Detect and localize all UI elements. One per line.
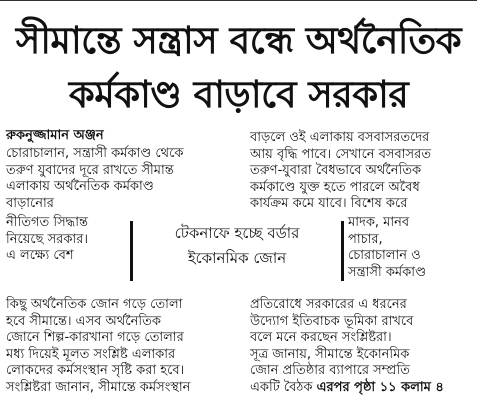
text-line: কর্মকাণ্ডে যুক্ত হতে পারলে অবৈধ: [250, 179, 420, 195]
column-1-top: [6, 146, 224, 212]
text-line: বলে মনে করছেন সংশ্লিষ্টরা।: [250, 330, 392, 346]
headline-line-2: কর্মকাণ্ড বাড়াবে সরকার: [68, 73, 409, 116]
text-line: এ লক্ষ্যে বেশ: [6, 248, 74, 264]
column-1-bottom: [6, 297, 224, 397]
text-line: তরুণ-যুবারা বৈধভাবে অর্থনৈতিক: [250, 163, 422, 179]
text-line: মধ্য দিয়েই মূলত সংশ্লিষ্ট এলাকার: [6, 346, 176, 362]
headline-line-1: সীমান্তে সন্ত্রাস বন্ধে অর্থনৈতিক: [15, 19, 462, 62]
column-1-narrow: [6, 215, 88, 265]
column-2-top: [250, 130, 472, 213]
pull-quote-line-2: ইকোনমিক জোন: [187, 249, 287, 267]
text-line: উদ্যোগ ইতিবাচক ভূমিকা রাখবে: [250, 313, 414, 329]
column-2-narrow: [348, 215, 426, 281]
text-line: জোনে শিল্প-কারখানা গড়ে তোলার: [6, 330, 184, 346]
text-line: এলাকায় অর্থনৈতিক কর্মকাণ্ড: [6, 179, 154, 195]
text-line: নিয়েছে সরকার।: [6, 231, 88, 247]
pull-quote-line-1: টেকনাফে হচ্ছে বর্ডার: [174, 224, 300, 242]
text-line: হবে সীমান্তে। এসব অর্থনৈতিক: [6, 313, 161, 329]
top-rule: [0, 0, 477, 5]
text-line: চোরাচালান ও: [348, 248, 421, 264]
text-line: মাদক, মানব: [348, 215, 410, 230]
text-line: লোকদের কর্মসংস্থান সৃষ্টি করা হবে।: [6, 363, 185, 379]
pull-quote: [130, 221, 344, 281]
text-line: নীতিগত সিদ্ধান্ত: [6, 215, 88, 230]
text-line: বাড়লে ওই এলাকায় বসবাসরতদের: [250, 130, 430, 145]
byline: রুকনুজ্জামান অঞ্জন: [6, 128, 104, 143]
text-line: তরুণ যুবাদের দূরে রাখতে সীমান্ত: [6, 162, 174, 178]
text-line: বাড়ানোর: [6, 195, 54, 211]
last-line-text: একটি বৈঠক: [250, 379, 317, 395]
text-line: সংশ্লিষ্টরা জানান, সীমান্তে কর্মসংস্থান: [6, 379, 191, 395]
text-line: পাচার,: [348, 231, 383, 247]
continuation-note: এরপর পৃষ্ঠা ১১ কলাম ৪: [316, 379, 444, 395]
text-line-last: [250, 380, 472, 397]
text-line: কার্যক্রম কমে যাবে। বিশেষ করে: [250, 196, 408, 212]
text-line: জোন প্রতিষ্ঠার ব্যাপারে সম্প্রতি: [250, 363, 410, 379]
text-line: কিছু অর্থনৈতিক জোন গড়ে তোলা: [6, 297, 183, 312]
column-2-bottom: [250, 297, 472, 397]
text-line: সূত্র জানায়, সীমান্তে ইকোনমিক: [250, 346, 410, 362]
text-line: চোরাচালান, সন্ত্রাসী কর্মকাণ্ড থেকে: [6, 146, 184, 161]
text-line: সন্ত্রাসী কর্মকাণ্ড: [348, 264, 427, 280]
text-line: আয় বৃদ্ধি পাবে। সেখানে বসবাসরত: [250, 146, 432, 162]
text-line: প্রতিরোধে সরকারের এ ধরনের: [250, 297, 407, 312]
